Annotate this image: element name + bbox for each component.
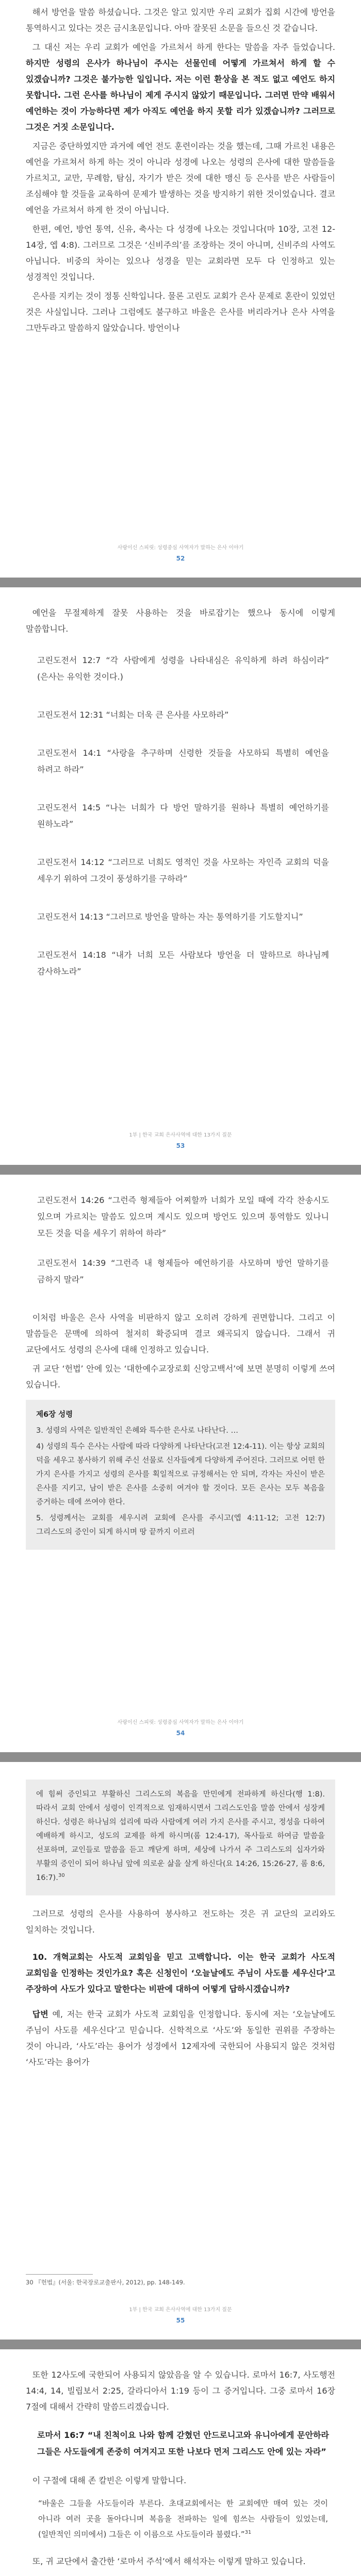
scripture-verse: 고린도전서 14:26 “그런즉 형제들아 어찌할까 너희가 모일 때에 각각 찬송시도 있으며 가르치는 말씀도 있으며 계시도 있으며 방언도 있으며 통역함도 있나니 모든 것을 덕을 세우기 위하여 하라” bbox=[37, 1195, 329, 1238]
paragraph-emphasis bbox=[26, 39, 335, 135]
answer-text: 예, 저는 한국 교회가 사도적 교회임을 인정합니다. 동시에 저는 ‘오늘날에도 주님이 사도를 세우신다’고 믿습니다. 신학적으로 ‘사도’와 동일한 권위를 주장하는 것이 아니라, ‘사도’라는 용어가 성경에서 12제자에 국한되어 사용되지 않은 것처럼 ‘사도’라는 용어가 bbox=[26, 2009, 335, 2067]
quote-text: “바울은 그들을 사도들이라 부른다. 초대교회에서는 한 교회에만 매여 있는 것이 아니라 여러 곳을 돌아다니며 복음을 전파하는 일에 힘쓰는 사람들이 있었는데, (일반적인 의미에서) 그들은 이 이름으로 사도들이라 불렸다.” bbox=[38, 2499, 328, 2539]
scripture-verse: 고린도전서 14:1 “사랑을 추구하며 신령한 것들을 사모하되 특별히 예언을 하려고 하라” bbox=[37, 748, 329, 774]
bold-text: 하지만 성령의 은사가 하나님이 주시는 선물인데 어떻게 가르쳐서 하게 할 수 있겠습니까? 그것은 불가능한 일입니다. 저는 이런 환상을 본 적도 없고 예언도 하지 못합니다. 그런 은사를 하나님이 제게 주시지 않았기 때문입니다. 그러면 만약 배워서 예언하는 것이 가능하다면 제가 아직도 예언을 하지 못할 리가 있겠습니까? 그러므로 그것은 거짓 소문입니다. bbox=[26, 58, 335, 132]
answer-label: 답변 bbox=[32, 2009, 48, 2019]
page-52 bbox=[0, 0, 361, 578]
footnote-divider bbox=[26, 2274, 93, 2275]
page-footer bbox=[0, 1719, 361, 1737]
page-number: 52 bbox=[176, 555, 185, 562]
footnote-number: 30 bbox=[26, 2279, 34, 2286]
box-item: 4) 성령의 특수 은사는 사람에 따라 다양하게 나타난다(고전 12:4-11). 이는 항상 교회의 덕을 세우고 봉사하기 위해 주신 선물로 신자들에게 다양하게 주어진다. 그러므로 어떤 한 가지 은사를 가지고 성령의 은사를 획일적으로 규정해서는 안 되며, 각자는 자신이 받은 은사를 지키고, 남이 받은 은사를 소중히 여겨야 할 것이다. 모든 은사는 모두 복음을 증거하는 데에 쓰여야 한다. bbox=[36, 1443, 325, 1506]
footnote-ref: 30 bbox=[58, 1873, 65, 1879]
running-title: 사랑이신 스피릿: 성령중심 사역자가 말하는 은사 이야기 bbox=[117, 1720, 244, 1725]
box-item: 5. 성령께서는 교회를 세우시려 교회에 은사를 주시고(엡 4:11-12; 고전 12:7) 그리스도의 증인이 되게 하시며 땅 끝까지 이르러 bbox=[36, 1514, 325, 1536]
paragraph: 또한 12사도에 국한되어 사용되지 않았음을 알 수 있습니다. 로마서 16:7, 사도행전 14:4, 14, 빌립보서 2:25, 갈라디아서 1:19 등이 그 증거입니다. 그중 로마서 16장 7절에 대해서 간략히 말씀드리겠습니다. bbox=[26, 2370, 335, 2412]
running-title: 1부 | 한국 교회 은사사역에 대한 13가지 질문 bbox=[129, 1132, 232, 1138]
scripture-verse: 고린도전서 14:5 “나는 너희가 다 방언 말하기를 원하나 특별히 예언하기를 원하노라” bbox=[37, 803, 329, 829]
paragraph: 이처럼 바울은 은사 사역을 비판하지 않고 오히려 강하게 권면합니다. 그리고 이 말씀들은 문맥에 의하여 철저히 확증되며 결코 왜곡되지 않습니다. 그래서 귀 교단에서도 성령의 은사에 대해 인정하고 있습니다. bbox=[26, 1313, 335, 1354]
box-text: 에 힘써 증인되고 부활하신 그리스도의 복음을 만민에게 전파하게 하신다(행 1:8). 따라서 교회 안에서 성령이 인격적으로 임재하시면서 그리스도인을 말씀 안에서 성장케 하신다. 성령은 하나님의 섭리에 따라 사람에게 여러 가지 은사를 주시고, 정성을 다하여 예배하게 하시고, 성도의 교제를 하게 하시며(롬 12:4-17), 목사들로 하여금 말씀을 선포하며, 교인들로 말씀을 듣고 깨닫게 하며, 세상에 나가서 주 그리스도의 십자가와 부활의 증인이 되어 하나님 앞에 의로운 삶을 살게 하신다(요 14:26, 15:26-27, 롬 8:6, 16:7). bbox=[36, 1790, 325, 1882]
block-quote bbox=[38, 2496, 328, 2542]
box-item bbox=[36, 1788, 325, 1885]
paragraph: 은사를 지키는 것이 정통 신학입니다. 물론 고린도 교회가 은사 문제로 혼란이 있었던 것은 사실입니다. 그러나 그럼에도 불구하고 바울은 은사를 버리라거나 은사 사역을 그만두라고 말씀하지 않았습니다. 방언이나 bbox=[26, 291, 335, 333]
answer-paragraph bbox=[26, 2006, 335, 2070]
page-55 bbox=[0, 1762, 361, 2340]
page-number: 55 bbox=[176, 2317, 185, 2324]
page-footer bbox=[0, 1132, 361, 1149]
paragraph: 한편, 예언, 방언 통역, 신유, 축사는 다 성경에 나오는 것입니다(마 10장, 고전 12-14장, 엡 4:8). 그러므로 그것은 ‘신비주의’를 조장하는 것이 아니며, 신비주의 사역도 아닙니다. 비중의 차이는 있으나 성경을 믿는 교회라면 모두 다 인정하고 있는 성경적인 것입니다. bbox=[26, 224, 335, 282]
paragraph-text: 그 대신 저는 우리 교회가 예언을 가르쳐서 하게 한다는 말씀을 자주 들었습니다. bbox=[32, 42, 335, 52]
scripture-verse: 고린도전서 14:18 “내가 너희 모든 사람보다 방언을 더 말하므로 하나님께 감사하노라” bbox=[37, 950, 329, 976]
quoted-confession-box bbox=[26, 1400, 335, 1550]
scripture-verse: 고린도전서 14:12 “그러므로 너희도 영적인 것을 사모하는 자인즉 교회의 덕을 세우기 위하여 그것이 풍성하기를 구하라” bbox=[37, 857, 329, 884]
paragraph: 또, 귀 교단에서 출간한 ‘로마서 주석’에서 해석자는 이렇게 말하고 있습니다. bbox=[32, 2556, 306, 2566]
scripture-verse: 고린도전서 12:31 “너희는 더욱 큰 은사를 사모하라” bbox=[37, 710, 229, 720]
box-title: 제6장 성령 bbox=[36, 1411, 73, 1419]
scripture-verse: 고린도전서 14:13 “그러므로 방언을 말하는 자는 통역하기를 기도할지니” bbox=[37, 912, 303, 922]
scripture-verse: 고린도전서 12:7 “각 사람에게 성령을 나타내심은 유익하게 하려 하심이라” (은사는 유익한 것이다.) bbox=[37, 655, 329, 682]
question-paragraph: 10. 개혁교회는 사도적 교회임을 믿고 고백합니다. 이는 한국 교회가 사도적 교회임을 인정하는 것인가요? 혹은 신청인이 ‘오늘날에도 주님이 사도를 세우신다’고 주장하여 사도가 있다고 말한다는 비판에 대하여 어떻게 답하시겠습니까? bbox=[26, 1952, 335, 1994]
paragraph: 예언을 무절제하게 잘못 사용하는 것을 바로잡기는 했으나 동시에 이렇게 말씀합니다. bbox=[26, 608, 335, 634]
scripture-verse: 로마서 16:7 “내 친척이요 나와 함께 갇혔던 안드로니고와 유니아에게 문안하라 그들은 사도들에게 존중히 여겨지고 또한 나보다 먼저 그리스도 안에 있는 자라” bbox=[37, 2430, 329, 2456]
paragraph: 이 구절에 대해 존 칼빈은 이렇게 말합니다. bbox=[32, 2476, 187, 2485]
page-54 bbox=[0, 1175, 361, 1752]
paragraph: 귀 교단 ‘헌법’ 안에 있는 ‘대한예수교장로회 신앙고백서’에 보면 분명히 이렇게 쓰여 있습니다. bbox=[26, 1364, 335, 1389]
paragraph: 해서 방언을 말씀 하셨습니다. 그것은 알고 있지만 우리 교회가 집회 시간에 방언을 통역하시고 있다는 것은 금시초문입니다. 아마 잘못된 소문을 들으신 것 같습니다. bbox=[26, 7, 335, 33]
page-footer bbox=[0, 545, 361, 562]
page-footer bbox=[0, 2307, 361, 2324]
running-title: 사랑이신 스피릿: 성령중심 사역자가 말하는 은사 이야기 bbox=[117, 545, 244, 551]
page-number: 54 bbox=[176, 1730, 185, 1737]
footnote-ref: 31 bbox=[244, 2530, 252, 2535]
page-56 bbox=[0, 2349, 361, 2576]
running-title: 1부 | 한국 교회 은사사역에 대한 13가지 질문 bbox=[129, 2307, 232, 2313]
footnote-text bbox=[26, 2278, 335, 2287]
footnote bbox=[26, 2274, 335, 2287]
box-item: 3. 성령의 사역은 일반적인 은혜와 특수한 은사로 나타난다. … bbox=[36, 1427, 238, 1435]
scripture-verse: 고린도전서 14:39 “그런즉 내 형제들아 예언하기를 사모하며 방언 말하기를 금하지 말라” bbox=[37, 1258, 329, 1284]
paragraph: 그러므로 성령의 은사를 사용하여 봉사하고 전도하는 것은 귀 교단의 교리와도 일치하는 것입니다. bbox=[26, 1909, 335, 1935]
footnote-body: 『헌법』(서울: 한국장로교출판사, 2012), pp. 148-149. bbox=[35, 2279, 185, 2286]
paragraph: 지금은 중단하였지만 과거에 예언 전도 훈련이라는 것을 했는데, 그때 가르친 내용은 예언을 가르쳐서 하게 하는 것이 아니라 성경에 나오는 성령의 은사에 대한 말씀들을 가르치고, 교만, 무례함, 탐심, 자기가 받은 것에 대한 맹신 등 은사를 받은 사람들이 조심해야 할 것들을 교육하여 문제가 발생하는 것을 방지하기 위한 것이었습니다. 결코 예언을 가르쳐서 하게 한 것이 아닙니다. bbox=[26, 141, 335, 215]
quoted-confession-box bbox=[26, 1780, 335, 1895]
page-number: 53 bbox=[176, 1142, 185, 1149]
page-53 bbox=[0, 587, 361, 1165]
